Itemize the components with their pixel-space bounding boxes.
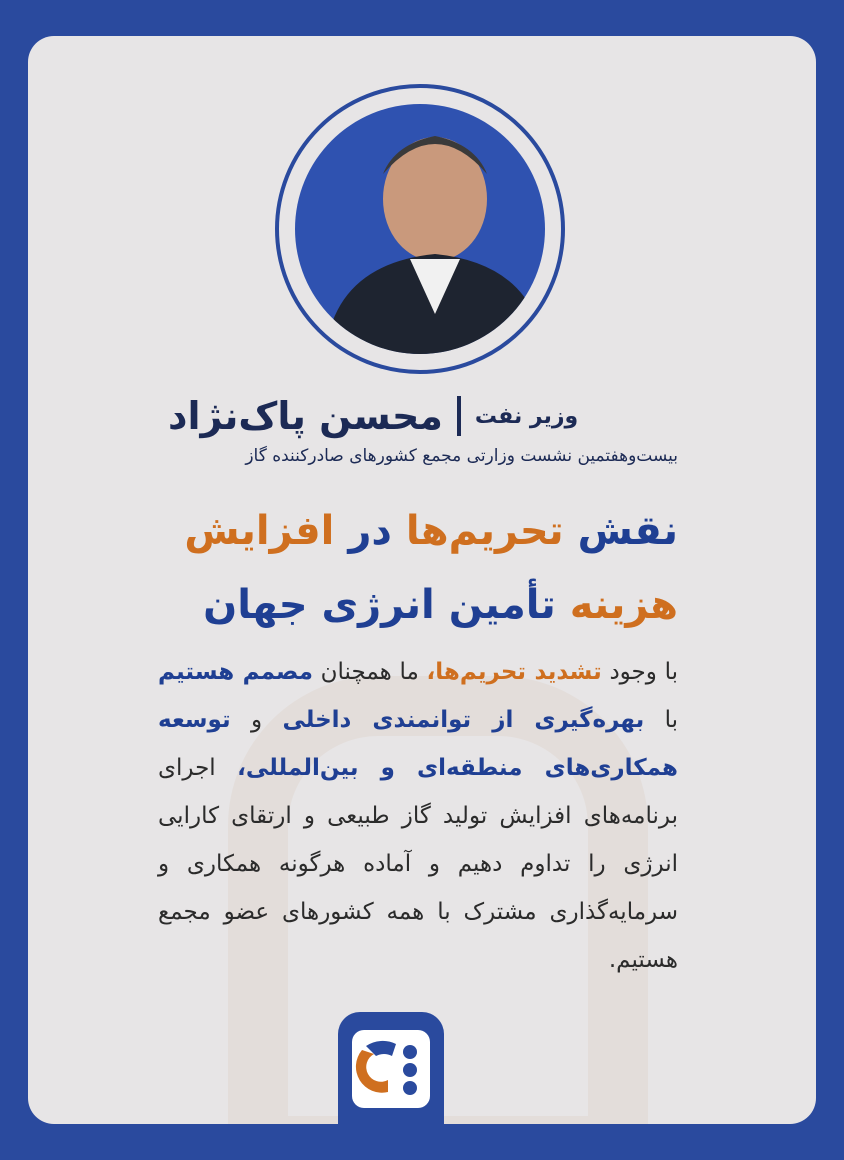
name-divider [457,396,461,436]
headline-line-1: نقش تحریم‌ها در افزایش [184,508,678,554]
event-subtitle: بیست‌وهفتمین نشست وزارتی مجمع کشورهای صادرکننده گاز [245,446,678,466]
headline-line-2: هزینه تأمین انرژی جهان [203,582,678,628]
headline [58,494,678,642]
portrait-photo [295,104,545,354]
poster-card [28,36,816,1124]
brand-logo-icon [352,1030,430,1108]
brand-logo-tab [338,1012,444,1124]
name-row [168,386,678,446]
person-silhouette-icon [295,104,545,354]
person-name: محسن پاک‌نژاد [168,394,443,438]
person-role: وزیر نفت [474,403,579,429]
quote-body: با وجود تشدید تحریم‌ها، ما همچنان مصمم هستیم با بهره‌گیری از توانمندی داخلی و توسعه همکاری‌های منطقه‌ای و بین‌المللی، اجرای برنامه‌های افزایش تولید گاز طبیعی و ارتقای کارایی انرژی را تداوم دهیم و آماده هرگونه همکاری و سرمایه‌گذاری مشترک با همه کشورهای عضو مجمع هستیم. [158,659,679,973]
portrait-frame [275,84,565,374]
